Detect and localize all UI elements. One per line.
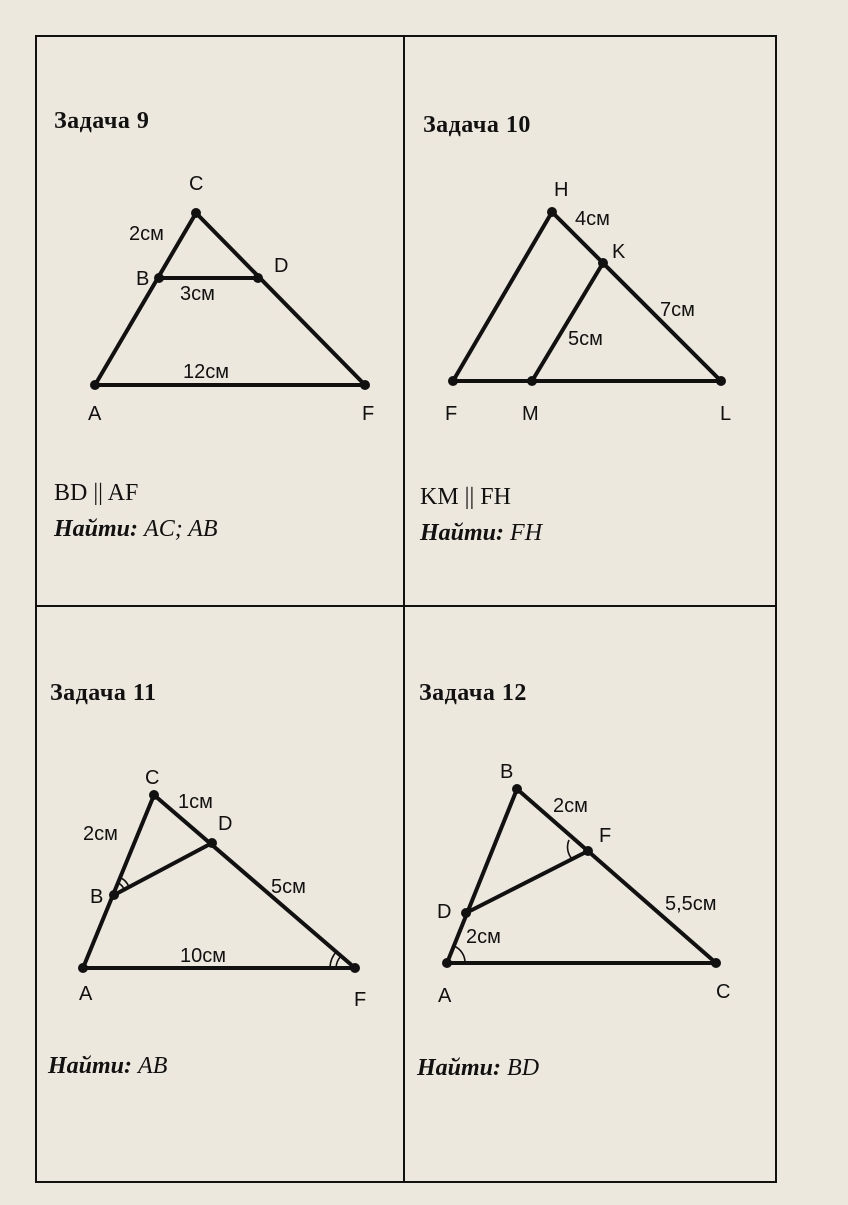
problem-9-diagram (88, 173, 374, 425)
angle-arc-A (454, 946, 465, 963)
find-value: AB (138, 1053, 168, 1079)
point-label-F: F (445, 403, 458, 425)
segment-HL (552, 212, 721, 381)
problem-10-condition: KM || FH (420, 484, 511, 510)
point-D (207, 838, 217, 848)
problem-9-find (54, 516, 218, 543)
point-label-F: F (354, 989, 367, 1011)
find-value: AC; AB (144, 516, 218, 542)
length-label-KM: 5см (568, 328, 603, 350)
segment-CF (154, 795, 355, 968)
point-label-F: F (599, 825, 612, 847)
point-label-C: C (189, 173, 204, 195)
problem-9-title: Задача 9 (54, 108, 150, 134)
length-label-AF: 12см (183, 361, 229, 383)
point-M (527, 376, 537, 386)
angle-arc-B-2 (118, 883, 124, 889)
problem-12-diagram (437, 761, 730, 1007)
problem-12-title: Задача 12 (419, 680, 527, 706)
length-label-BD: 3см (180, 283, 215, 305)
problem-11-title: Задача 11 (50, 680, 157, 706)
point-D (253, 273, 263, 283)
find-value: BD (507, 1055, 540, 1081)
problem-11-diagram (78, 767, 366, 1011)
length-label-AD: 2см (466, 926, 501, 948)
point-label-B: B (500, 761, 514, 783)
angle-arc-F (568, 840, 572, 859)
length-label-DF: 5см (271, 876, 306, 898)
point-label-K: K (612, 241, 626, 263)
find-label: Найти: (54, 516, 139, 542)
point-label-C: C (716, 981, 731, 1003)
find-label: Найти: (417, 1055, 502, 1081)
outer-border (36, 36, 776, 1182)
point-label-D: D (274, 255, 289, 277)
point-K (598, 258, 608, 268)
segment-KM (532, 263, 603, 381)
segment-CF (196, 213, 365, 385)
segment-FH (453, 212, 552, 381)
length-label-BC: 2см (83, 823, 118, 845)
point-A (90, 380, 100, 390)
problem-10-title: Задача 10 (423, 112, 531, 138)
segment-BD (114, 843, 212, 895)
point-label-H: H (554, 179, 569, 201)
length-label-AF: 10см (180, 945, 226, 967)
segment-BC (517, 789, 716, 963)
length-label-BF: 2см (553, 795, 588, 817)
point-label-F: F (362, 403, 375, 425)
problem-9-condition: BD || AF (54, 480, 139, 506)
point-C (711, 958, 721, 968)
point-A (442, 958, 452, 968)
point-label-D: D (218, 813, 233, 835)
find-label: Найти: (420, 520, 505, 546)
length-label-CD: 1см (178, 791, 213, 813)
length-label-BC: 2см (129, 223, 164, 245)
point-A (78, 963, 88, 973)
length-label-KL: 7см (660, 299, 695, 321)
problem-11-find (48, 1053, 167, 1080)
problem-10-find (420, 520, 542, 547)
point-label-C: C (145, 767, 160, 789)
length-label-FC: 5,5см (665, 893, 717, 915)
point-F (448, 376, 458, 386)
point-H (547, 207, 557, 217)
length-label-HK: 4см (575, 208, 610, 230)
point-label-B: B (136, 268, 150, 290)
point-F (583, 846, 593, 856)
point-C (149, 790, 159, 800)
point-label-B: B (90, 886, 104, 908)
find-value: FH (510, 520, 543, 546)
point-B (154, 273, 164, 283)
point-F (350, 963, 360, 973)
point-label-M: M (522, 403, 539, 425)
point-label-A: A (79, 983, 93, 1005)
point-label-A: A (438, 985, 452, 1007)
point-label-L: L (720, 403, 732, 425)
point-L (716, 376, 726, 386)
point-label-D: D (437, 901, 452, 923)
segment-DF (466, 851, 588, 913)
problem-10-diagram (445, 179, 731, 425)
point-B (512, 784, 522, 794)
point-D (461, 908, 471, 918)
problem-12-find (417, 1055, 539, 1082)
point-label-A: A (88, 403, 102, 425)
point-B (109, 890, 119, 900)
find-label: Найти: (48, 1053, 133, 1079)
problem-grid (36, 36, 776, 1182)
point-C (191, 208, 201, 218)
point-F (360, 380, 370, 390)
